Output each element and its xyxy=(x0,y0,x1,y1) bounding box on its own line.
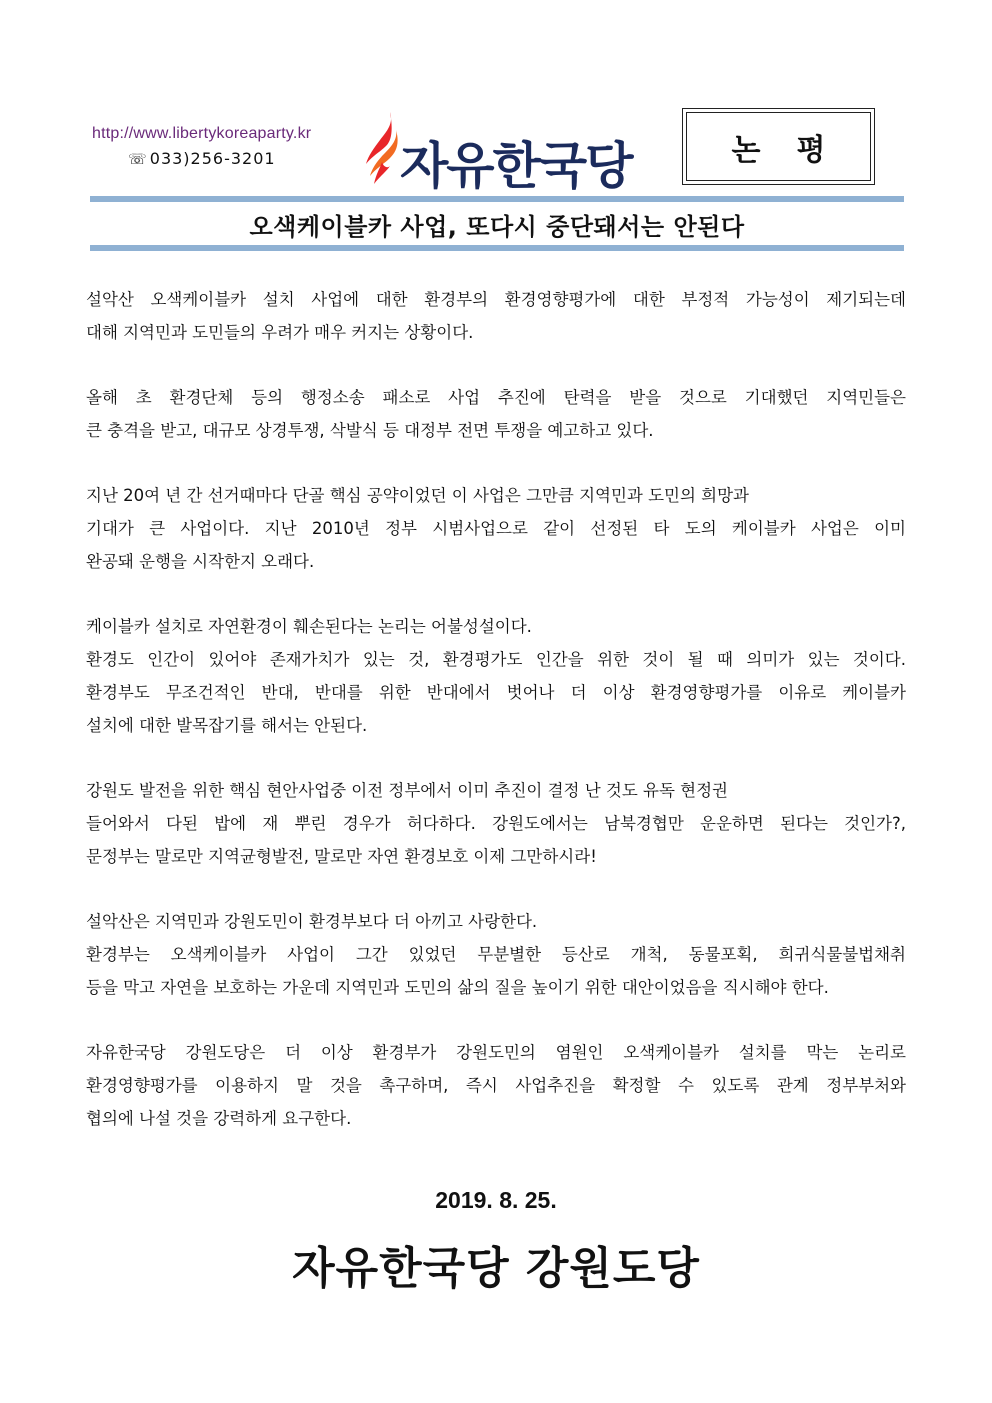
body-paragraph xyxy=(86,774,906,873)
body-paragraph xyxy=(86,610,906,742)
body-line: 환경부는 오색케이블카 사업이 그간 있었던 무분별한 등산로 개척, 동물포획, 희귀식물불법채취 xyxy=(86,945,906,964)
issuer-signature: 자유한국당 강원도당 xyxy=(292,1243,700,1294)
issue-date: 2019. 8. 25. xyxy=(435,1187,557,1213)
body-paragraph xyxy=(86,479,906,578)
body-line: 환경영향평가를 이용하지 말 것을 촉구하며, 즉시 사업추진을 확정할 수 있도록 관계 정부부처와 xyxy=(86,1076,906,1095)
body-line: 설악산 오색케이블카 설치 사업에 대한 환경부의 환경영향평가에 대한 부정적 가능성이 제기되는데 xyxy=(86,290,906,309)
body-paragraph xyxy=(86,1036,906,1135)
telephone-icon: ☏ xyxy=(128,150,148,168)
header-rule-bottom xyxy=(90,245,904,251)
statement-body xyxy=(86,283,906,1167)
body-line: 지난 20여 년 간 선거때마다 단골 핵심 공약이었던 이 사업은 그만큼 지역민과 도민의 희망과 xyxy=(86,486,749,505)
header-phone xyxy=(128,149,276,168)
body-line: 완공돼 운행을 시작한지 오래다. xyxy=(86,552,315,571)
body-line: 협의에 나설 것을 강력하게 요구한다. xyxy=(86,1109,352,1128)
body-paragraph xyxy=(86,283,906,349)
headline: 오색케이블카 사업, 또다시 중단돼서는 안된다 xyxy=(249,213,745,241)
body-line: 기대가 큰 사업이다. 지난 2010년 정부 시범사업으로 같이 선정된 타 도의 케이블카 사업은 이미 xyxy=(86,519,906,538)
header-url[interactable]: http://www.libertykoreaparty.kr xyxy=(92,125,312,142)
body-line: 환경부도 무조건적인 반대, 반대를 위한 반대에서 벗어나 더 이상 환경영향평가를 이유로 케이블카 xyxy=(86,683,906,702)
header-rule-top xyxy=(90,196,904,202)
doc-type-box xyxy=(682,108,875,185)
body-line: 강원도 발전을 위한 핵심 현안사업중 이전 정부에서 이미 추진이 결정 난 것도 유독 현정권 xyxy=(86,781,728,800)
body-line: 등을 막고 자연을 보호하는 가운데 지역민과 도민의 삶의 질을 높이기 위한 대안이었음을 직시해야 한다. xyxy=(86,978,829,997)
body-line: 대해 지역민과 도민들의 우려가 매우 커지는 상황이다. xyxy=(86,323,474,342)
logo-text: 자유한국당 xyxy=(400,137,632,195)
body-line: 환경도 인간이 있어야 존재가치가 있는 것, 환경평가도 인간을 위한 것이 될 때 의미가 있는 것이다. xyxy=(86,650,906,669)
doc-type-inner-frame xyxy=(686,112,871,181)
body-line: 큰 충격을 받고, 대규모 상경투쟁, 삭발식 등 대정부 전면 투쟁을 예고하고 있다. xyxy=(86,421,654,440)
body-line: 설치에 대한 발목잡기를 해서는 안된다. xyxy=(86,716,368,735)
doc-type-label: 논평 xyxy=(731,132,862,168)
body-line: 올해 초 환경단체 등의 행정소송 패소로 사업 추진에 탄력을 받을 것으로 기대했던 지역민들은 xyxy=(86,388,906,407)
body-line: 설악산은 지역민과 강원도민이 환경부보다 더 아끼고 사랑한다. xyxy=(86,912,538,931)
body-paragraph xyxy=(86,905,906,1004)
phone-number: 033)256-3201 xyxy=(149,149,276,168)
body-line: 케이블카 설치로 자연환경이 훼손된다는 논리는 어불성설이다. xyxy=(86,617,532,636)
body-line: 자유한국당 강원도당은 더 이상 환경부가 강원도민의 염원인 오색케이블카 설치를 막는 논리로 xyxy=(86,1043,906,1062)
body-paragraph xyxy=(86,381,906,447)
party-logo xyxy=(360,108,632,195)
body-line: 들어와서 다된 밥에 재 뿌린 경우가 허다하다. 강원도에서는 남북경협만 운운하면 된다는 것인가?, xyxy=(86,814,906,833)
body-line: 문정부는 말로만 지역균형발전, 말로만 자연 환경보호 이제 그만하시라! xyxy=(86,847,597,866)
